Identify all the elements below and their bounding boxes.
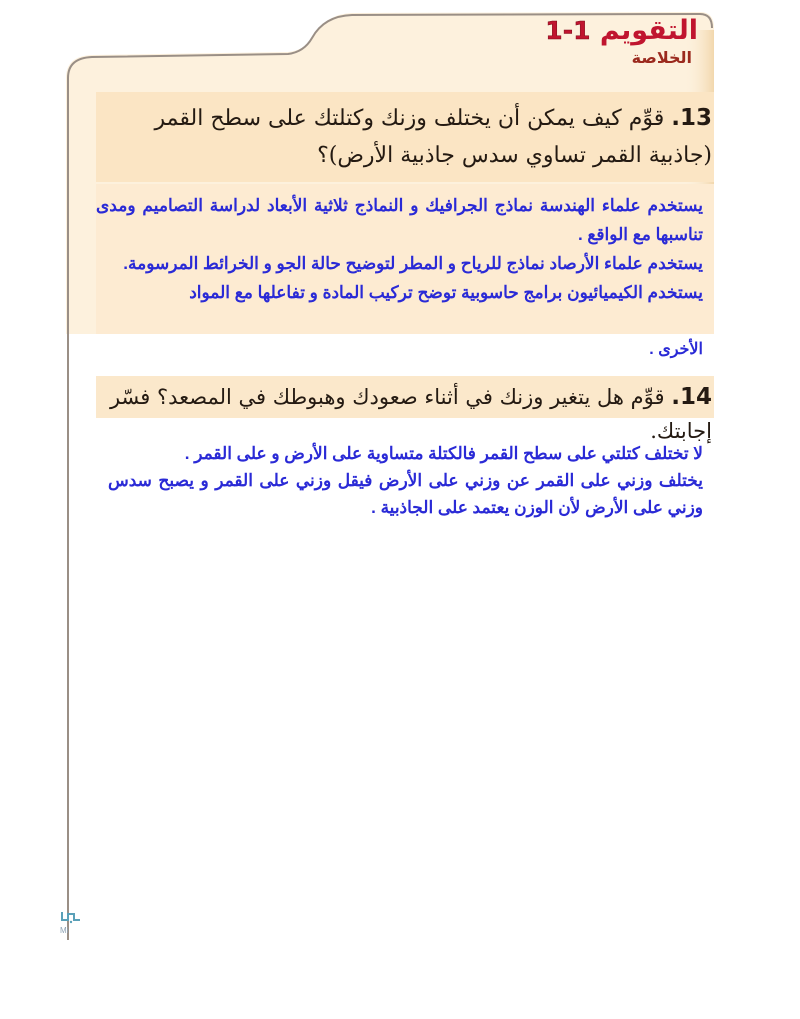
question-14-text: قوِّم هل يتغير وزنك في أثناء صعودك وهبوطك في المصعد؟ فسّر إجابتك. — [109, 385, 712, 443]
answer-2-line: يختلف وزني على القمر عن وزني على الأرض فيقل وزني على القمر و يصبح سدس وزني على الأرض لأن الوزن يعتمد على الجاذبية . — [108, 471, 703, 517]
section-subtitle: الخلاصة — [631, 48, 692, 67]
publisher-logo — [60, 908, 84, 948]
answer-1-line: يستخدم علماء الهندسة نماذج الجرافيك و النماذج ثلاثية الأبعاد لدراسة التصاميم ومدى تناسبها مع الواقع . — [96, 196, 703, 244]
answer-2 — [108, 440, 703, 521]
publisher-logo-icon — [60, 908, 82, 924]
answer-2-line: لا تختلف كتلتي على سطح القمر فالكتلة متساوية على الأرض و على القمر . — [184, 444, 703, 463]
answer-1-line: يستخدم علماء الأرصاد نماذج للرياح و المطر لتوضيح حالة الجو و الخرائط المرسومة. — [123, 254, 703, 273]
publisher-logo-text: Mi — [60, 926, 69, 935]
section-number: 1-1 — [545, 16, 591, 45]
section-title — [545, 14, 698, 48]
answer-1 — [96, 191, 703, 307]
question-13 — [98, 100, 712, 174]
question-14-number: 14. — [671, 384, 712, 410]
section-title-text: التقويم — [599, 15, 698, 46]
question-13-number: 13. — [671, 105, 712, 131]
question-13-text: قوِّم كيف يمكن أن يختلف وزنك وكتلتك على سطح القمر (جاذبية القمر تساوي سدس جاذبية الأرض)؟ — [154, 106, 712, 168]
question-14 — [98, 380, 712, 448]
answer-1-tail: الأخرى . — [649, 341, 703, 358]
answer-1-line: يستخدم الكيميائيون برامج حاسوبية توضح تركيب المادة و تفاعلها مع المواد — [189, 283, 703, 302]
section-header — [545, 14, 698, 68]
